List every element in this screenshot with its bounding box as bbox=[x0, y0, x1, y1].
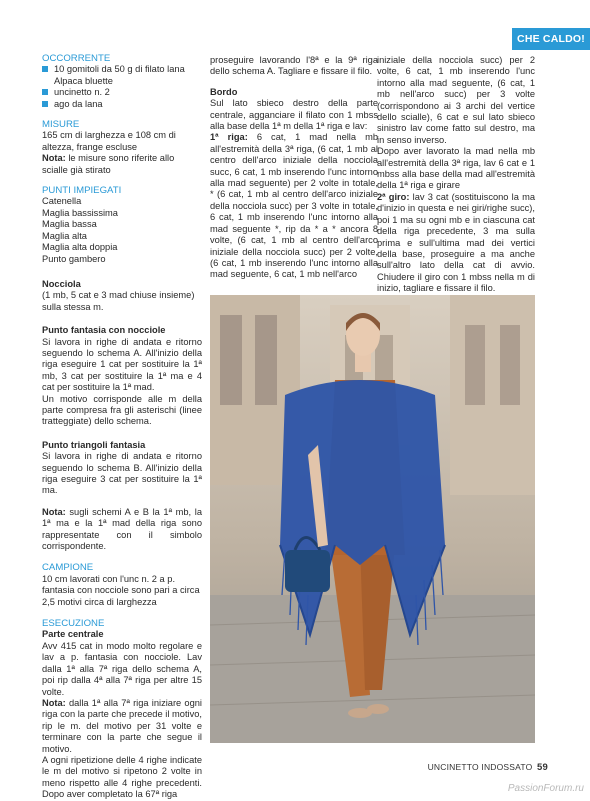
heading-campione: CAMPIONE bbox=[42, 562, 94, 574]
campione-text: 10 cm lavorati con l'unc n. 2 a p. fantasia con nocciole sono pari a circa 2,5 motivi circa di larghezza bbox=[42, 573, 200, 607]
riga-1-text: 1ª riga: 6 cat, 1 mad nella mb all'estremità della 3ª riga, (6 cat, 1 mb al centro dell'arco iniziale della nocciola succ, 6 cat, 1 mb inserendo l'unc intorno alla mad seguente) per 2 volte in totale, * (6 cat, 1 mb al centro dell'arco iniziale della nocciola succ) per 3 volte in totale, 6 cat, 1 mb inserendo l'unc intorno alla mad seguente *, rip da * a * ancora 8 volte, (6 cat, 1 mb al centro dell'arco iniziale della nocciola succ) per 2 volte, (6 cat, 1 mb inserendo l'unc intorno alla mad seguente, 6 cat, 1 mb nell'arco bbox=[210, 132, 378, 280]
column-bordo-cont bbox=[377, 55, 535, 295]
page-number: 59 bbox=[537, 762, 548, 773]
photo-illustration bbox=[210, 295, 535, 743]
heading-bordo: Bordo bbox=[210, 86, 238, 97]
heading-punto-triangoli: Punto triangoli fantasia bbox=[42, 439, 146, 450]
heading-nocciola: Nocciola bbox=[42, 278, 81, 289]
bordo-text: Sul lato sbieco destro della parte centrale, agganciare il filato con 1 mbss alla base della 1ª m della 1ª riga e lav: bbox=[210, 98, 378, 132]
watermark: PassionForum.ru bbox=[507, 783, 584, 794]
bordo-cont-text-2: Dopo aver lavorato la mad nella mb all'estremità della 3ª riga, lav 6 cat e 1 mbss alla base della mad all'estremità della 1ª riga e girare bbox=[377, 146, 535, 191]
column-bordo bbox=[210, 55, 378, 281]
heading-parte-centrale: Parte centrale bbox=[42, 629, 104, 640]
parte-centrale-note: Nota: dalla 1ª alla 7ª riga iniziare ogni riga con la parte che precede il motivo, rip le m. del motivo per 31 volte e terminare con la parte che segue il motivo. bbox=[42, 697, 202, 754]
section-tag: CHE CALDO! bbox=[512, 28, 590, 50]
list-item: Catenella bbox=[42, 196, 82, 207]
list-item: uncinetto n. 2 bbox=[42, 87, 202, 98]
page-footer bbox=[428, 762, 548, 773]
nocciola-text: (1 mb, 5 cat e 3 mad chiuse insieme) sulla stessa m. bbox=[42, 290, 195, 312]
riga-2-text: 2ª giro: lav 3 cat (sostituiscono la ma d'inizio in questa e nei giri/righe succ), poi 1 ma su ogni mb e in ciascuna cat della riga precedente, 3 ma sulla prima e sull'ultima mad dei vertici della base, proseguire a ma anche sull'altro lato della cat di avvio. Chiudere il giro con 1 mbss nella m di inizio, tagliare e fissare il filo. bbox=[377, 191, 535, 294]
parte-centrale-text: Avv 415 cat in modo molto regolare e lav a p. fantasia con nocciole. Lav dalla 1ª alla 7ª riga dello schema A, poi rip dalla 4ª alla 7ª riga per altre 15 volte. bbox=[42, 640, 202, 697]
punto-triangoli-text: Si lavora in righe di andata e ritorno seguendo lo schema B. All'inizio della riga eseguire 3 cat per sostituire la 1ª ma. bbox=[42, 451, 202, 496]
model-photo bbox=[210, 295, 535, 743]
punto-fantasia-text-2: Un motivo corrisponde alle m della parte compresa fra gli asterischi (linee tratteggiate) dello schema. bbox=[42, 393, 202, 427]
heading-occorrente: OCCORRENTE bbox=[42, 53, 111, 64]
bordo-cont-text: iniziale della nocciola succ) per 2 volte, 6 cat, 1 mb inserendo l'unc intorno alla mad seguente, (6 cat, 1 mb nell'arco succ) per 3 volte (corrispondono ai 3 archi del vertice dello scialle), 6 cat e sul lato sbieco sinistro lav come fatto sul destro, ma in senso inverso. bbox=[377, 55, 535, 145]
punto-fantasia-text: Si lavora in righe di andata e ritorno seguendo lo schema A. All'inizio della riga eseguire 1 cat per sostituire la 1ª mb, 3 cat per sostituire la 1ª ma e 4 cat per sostituire la 1ª mad. bbox=[42, 336, 202, 393]
magazine-name: UNCINETTO INDOSSATO bbox=[427, 762, 533, 772]
list-item: Maglia bassissima bbox=[42, 207, 118, 218]
list-item: Punto gambero bbox=[42, 253, 106, 264]
heading-punto-fantasia: Punto fantasia con nocciole bbox=[42, 325, 166, 336]
bullet-square-icon bbox=[42, 66, 48, 72]
heading-esecuzione: ESECUZIONE bbox=[42, 618, 105, 630]
parte-centrale-text-2: A ogni ripetizione delle 4 righe indicate le m del motivo si ripetono 2 volte in meno rispetto alle 4 righe precedenti. Dopo aver completato la 67ª riga bbox=[42, 754, 202, 800]
list-item: Maglia bassa bbox=[42, 219, 97, 230]
bordo-intro: proseguire lavorando l'8ª e la 9ª riga dello schema A. Tagliare e fissare il filo. bbox=[210, 55, 378, 77]
schema-note: Nota: sugli schemi A e B la 1ª mb, la 1ª ma e la 1ª mad della riga sono rappresentate con il simbolo corrispondente. bbox=[42, 506, 202, 552]
column-materials bbox=[42, 53, 202, 801]
bullet-square-icon bbox=[42, 101, 48, 107]
list-item: Maglia alta bbox=[42, 230, 87, 241]
bullet-square-icon bbox=[42, 89, 48, 95]
misure-note: Nota: le misure sono riferite allo scialle già stirato bbox=[42, 153, 175, 175]
misure-text: 165 cm di larghezza e 108 cm di altezza, frange escluse bbox=[42, 130, 176, 152]
heading-misure: MISURE bbox=[42, 119, 80, 131]
list-item: ago da lana bbox=[42, 99, 202, 110]
list-item: 10 gomitoli da 50 g di filato lana Alpaca bluette bbox=[42, 64, 202, 87]
heading-punti: PUNTI IMPIEGATI bbox=[42, 185, 122, 197]
list-item: Maglia alta doppia bbox=[42, 242, 118, 253]
